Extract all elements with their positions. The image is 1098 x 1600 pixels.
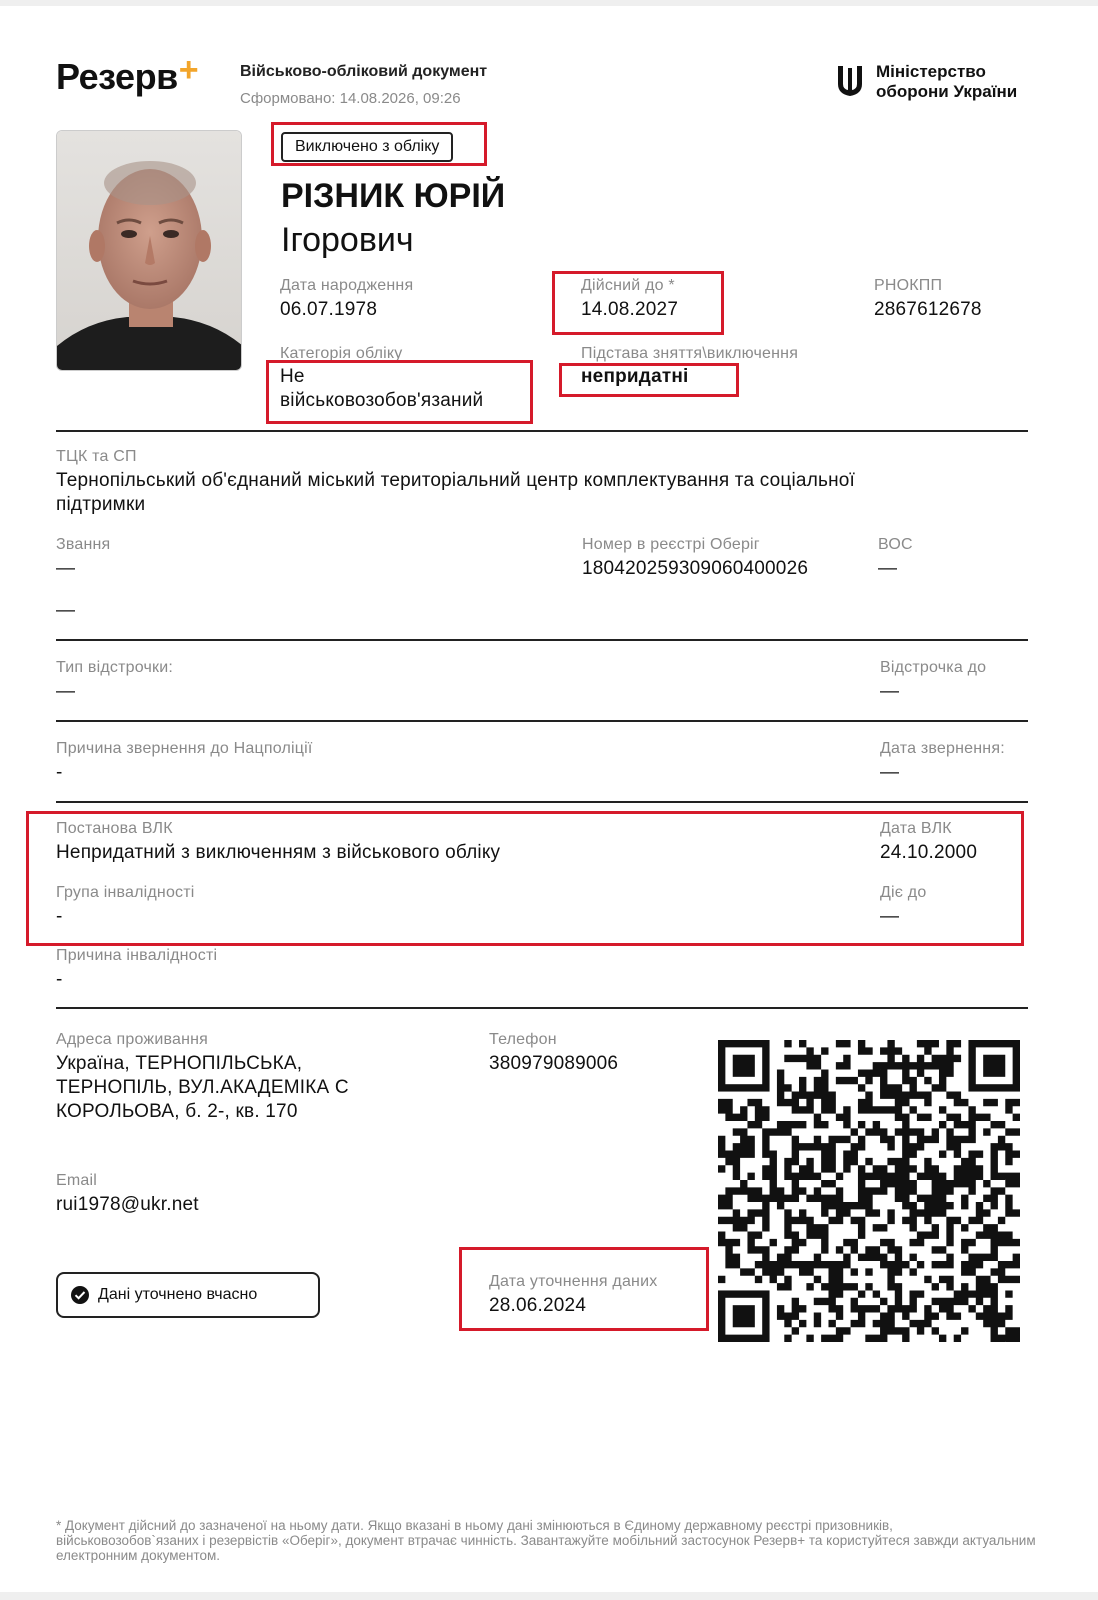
vlk-valid-value: — [880, 906, 900, 927]
email-value: rui1978@ukr.net [56, 1194, 199, 1215]
trident-icon [836, 64, 864, 98]
disability-reason-value: - [56, 969, 63, 990]
valid-until-label: Дійсний до * [581, 277, 675, 294]
annotation-box-category [266, 360, 533, 424]
disability-group-value: - [56, 906, 63, 927]
divider [56, 801, 1028, 803]
annotation-box-removal-reason [559, 363, 739, 397]
verified-badge-text: Дані уточнено вчасно [98, 1286, 258, 1303]
disability-reason-label: Причина інвалідності [56, 947, 218, 964]
rank-label: Звання [56, 536, 111, 553]
disability-group-label: Група інвалідності [56, 884, 195, 901]
address-label: Адреса проживання [56, 1031, 209, 1048]
removal-reason-value: непридатні [581, 366, 689, 387]
divider [56, 639, 1028, 641]
vlk-date-value: 24.10.2000 [880, 842, 978, 863]
category-value: Не військовозобов'язаний [280, 366, 484, 411]
registry-number-label: Номер в реєстрі Оберіг [582, 536, 760, 553]
rnokpp-value: 2867612678 [874, 299, 982, 320]
valid-until-value: 14.08.2027 [581, 299, 679, 320]
update-date-value: 28.06.2024 [489, 1295, 587, 1316]
removal-reason-label: Підстава зняття\виключення [581, 345, 799, 362]
birth-date-value: 06.07.1978 [280, 299, 378, 320]
vos-value: — [878, 558, 898, 579]
deferral-until-label: Відстрочка до [880, 659, 987, 676]
police-date-value: — [880, 762, 900, 783]
annotation-box-update-date [459, 1247, 709, 1331]
vlk-date-label: Дата ВЛК [880, 820, 952, 837]
police-reason-value: - [56, 762, 63, 783]
email-label: Email [56, 1172, 98, 1189]
divider [56, 430, 1028, 432]
annotation-box-valid-until [552, 271, 724, 335]
rnokpp-label: РНОКПП [874, 277, 943, 294]
vlk-valid-label: Діє до [880, 884, 927, 901]
update-date-label: Дата уточнення даних [489, 1273, 658, 1290]
qr-finder-pattern [718, 1290, 770, 1342]
vlk-decision-label: Постанова ВЛК [56, 820, 173, 837]
divider [56, 720, 1028, 722]
ministry-name: Міністерство оборони України [876, 62, 1018, 101]
footnote: * Документ дійсний до зазначеної на ньому дати. Якщо вказані в ньому дані змінюються в Єдиному державному реєстрі призовників, військовозобов`язаних і резервістів «Оберіг», документ втрачає чинність. Завантажуйте мобільний застосунок Резерв+ та користуйтеся завжди актуальним електронним документом. [56, 1518, 1036, 1563]
phone-label: Телефон [489, 1031, 557, 1048]
status-badge: Виключено з обліку [281, 132, 453, 162]
rank-value-secondary: — [56, 600, 76, 621]
deferral-until-value: — [880, 681, 900, 702]
vlk-decision-value: Непридатний з виключенням з військового обліку [56, 842, 501, 863]
police-date-label: Дата звернення: [880, 740, 1005, 757]
document-page [0, 6, 1098, 1592]
annotation-box-vlk [26, 811, 1024, 946]
rank-value: — [56, 558, 76, 579]
qr-finder-pattern [968, 1040, 1020, 1092]
tck-value: Тернопільський об'єднаний міський територіальний центр комплектування та соціальної підтримки [56, 470, 856, 515]
qr-finder-pattern [718, 1040, 770, 1092]
person-photo [56, 130, 242, 371]
deferral-type-value: — [56, 681, 76, 702]
person-full-name: РІЗНИК ЮРІЙ Ігорович [281, 177, 506, 259]
address-value: Україна, ТЕРНОПІЛЬСЬКА, ТЕРНОПІЛЬ, ВУЛ.АКАДЕМІКА С КОРОЛЬОВА, б. 2-, кв. 170 [56, 1053, 349, 1122]
generated-timestamp: Сформовано: 14.08.2026, 09:26 [240, 90, 461, 107]
category-label: Категорія обліку [280, 345, 403, 362]
tck-label: ТЦК та СП [56, 448, 137, 465]
deferral-type-label: Тип відстрочки: [56, 659, 173, 676]
phone-value: 380979089006 [489, 1053, 619, 1074]
registry-number-value: 180420259309060400026 [582, 558, 809, 579]
annotation-box-status [271, 122, 487, 166]
vos-label: ВОС [878, 536, 913, 553]
check-circle-icon [70, 1285, 90, 1305]
police-reason-label: Причина звернення до Нацполіції [56, 740, 313, 757]
qr-code [718, 1040, 1020, 1342]
document-type: Військово-обліковий документ [240, 63, 488, 80]
reserve-plus-logo: Резерв+ [56, 51, 199, 97]
birth-date-label: Дата народження [280, 277, 414, 294]
divider [56, 1007, 1028, 1009]
data-verified-badge [56, 1272, 320, 1318]
